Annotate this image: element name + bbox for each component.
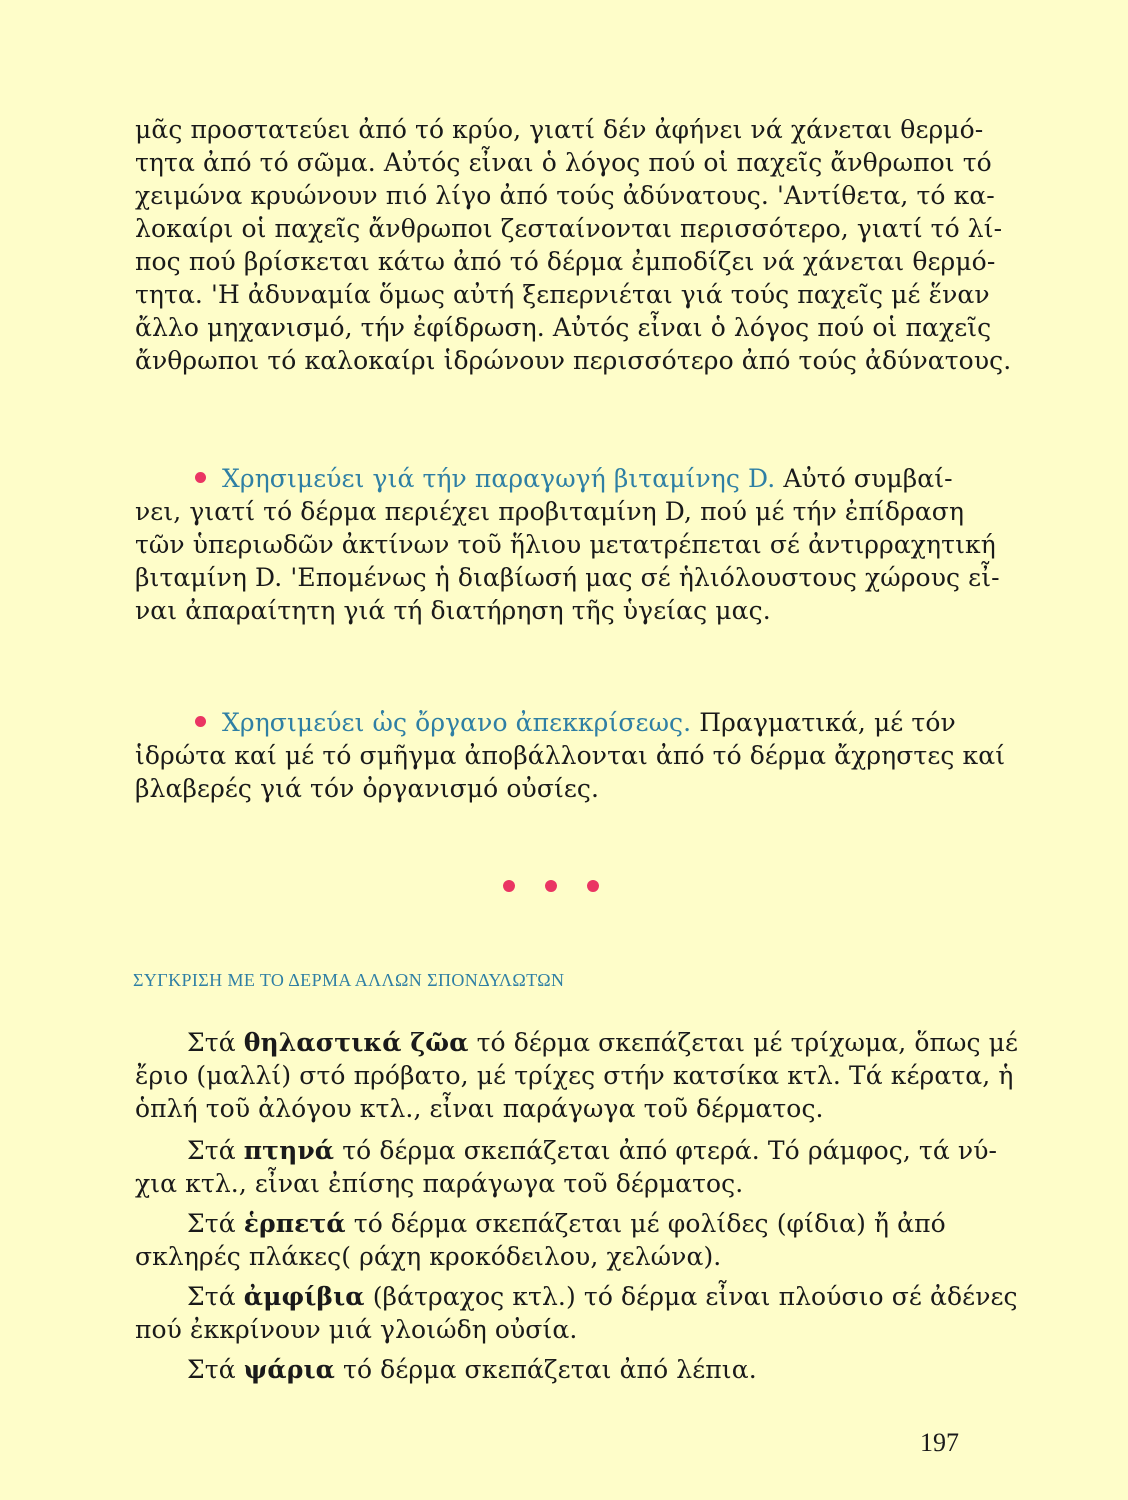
paragraph-birds: Στά πτηνά τό δέρμα σκεπάζεται ἀπό φτερά. Τό ράμφος, τά νύ- χια κτλ., εἶναι ἐπίσης παράγωγα τοῦ δέρματος. bbox=[135, 1136, 998, 1198]
bullet-vitamin-d bbox=[135, 462, 1000, 627]
separator-dot bbox=[587, 880, 599, 892]
text-line: ἄνθρωποι τό καλοκαίρι ἱδρώνουν περισσότερο ἀπό τούς ἀδύνατους. bbox=[135, 346, 1012, 375]
text-line: ἱδρώτα καί μέ τό σμῆγμα ἀποβάλλονται ἀπό τό δέρμα ἄχρηστες καί bbox=[135, 741, 1006, 770]
text-line: μᾶς προστατεύει ἀπό τό κρύο, γιατί δέν ἀφήνει νά χάνεται θερμό- bbox=[135, 115, 984, 144]
text-line: τητα ἀπό τό σῶμα. Αὐτός εἶναι ὁ λόγος πού οἱ παχεῖς ἄνθρωποι τό bbox=[135, 148, 992, 177]
text-line: ναι ἀπαραίτητη γιά τή διατήρηση τῆς ὑγείας μας. bbox=[135, 596, 771, 625]
bullet-icon bbox=[195, 716, 206, 727]
bold-term: ψάρια bbox=[243, 1355, 335, 1384]
text-line: ὁπλή τοῦ ἀλόγου κτλ., εἶναι παράγωγα τοῦ δέρματος. bbox=[135, 1094, 824, 1123]
separator-dot bbox=[503, 880, 515, 892]
paragraph-insulation bbox=[135, 113, 1012, 377]
paragraph-amphibians: Στά ἀμφίβια (βάτραχος κτλ.) τό δέρμα εἶναι πλούσιο σέ ἀδένες πού ἐκκρίνουν μιά γλοιώδη οὐσία. bbox=[135, 1282, 1018, 1344]
bold-term: θηλαστικά ζῶα bbox=[243, 1028, 469, 1057]
section-separator bbox=[503, 880, 599, 892]
text-line: ἔριο (μαλλί) στό πρόβατο, μέ τρίχες στήν κατσίκα κτλ. Τά κέρατα, ἡ bbox=[135, 1061, 1014, 1090]
paragraph-fish: Στά ψάρια τό δέρμα σκεπάζεται ἀπό λέπια. bbox=[187, 1355, 757, 1384]
page-number: 197 bbox=[920, 1428, 959, 1457]
paragraph-reptiles: Στά ἑρπετά τό δέρμα σκεπάζεται μέ φολίδες (φίδια) ἤ ἀπό σκληρές πλάκες( ράχη κροκόδειλου, χελώνα). bbox=[135, 1207, 985, 1273]
text-line: νει, γιατί τό δέρμα περιέχει προβιταμίνη D, πού μέ τήν ἐπίδραση bbox=[135, 497, 965, 526]
text-line: βλαβερές γιά τόν ὀργανισμό οὐσίες. bbox=[135, 774, 600, 803]
text-line: χειμώνα κρυώνουν πιό λίγο ἀπό τούς ἀδύνατους. 'Αντίθετα, τό κα- bbox=[135, 181, 995, 210]
text-line: πού ἐκκρίνουν μιά γλοιώδη οὐσία. bbox=[135, 1315, 578, 1344]
bullet-heading: Χρησιμεύει ὡς ὄργανο ἀπεκκρίσεως. bbox=[222, 708, 692, 737]
separator-dot bbox=[545, 880, 557, 892]
bold-term: ἀμφίβια bbox=[243, 1282, 365, 1311]
section-heading: ΣΥΓΚΡΙΣΗ ΜΕ ΤΟ ΔΕΡΜΑ ΑΛΛΩΝ ΣΠΟΝΔΥΛΩΤΩΝ bbox=[133, 970, 565, 990]
text-line: τητα. 'Η ἀδυναμία ὅμως αὐτή ξεπερνιέται γιά τούς παχεῖς μέ ἕναν bbox=[135, 280, 990, 309]
paragraph-mammals: Στά θηλαστικά ζῶα τό δέρμα σκεπάζεται μέ τρίχωμα, ὅπως μέ ἔριο (μαλλί) στό πρόβατο, μέ τρίχες στήν κατσίκα κτλ. Τά κέρατα, ἡ ὁπλή τοῦ ἀλόγου κτλ., εἶναι παράγωγα τοῦ δέρματος. bbox=[135, 1028, 1019, 1123]
bullet-heading: Χρησιμεύει γιά τήν παραγωγή βιταμίνης D. bbox=[222, 464, 776, 493]
bold-term: ἑρπετά bbox=[243, 1209, 346, 1238]
bullet-text: Αὐτό συμβαί- bbox=[783, 464, 953, 493]
bullet-icon bbox=[195, 472, 206, 483]
text-line: χια κτλ., εἶναι ἐπίσης παράγωγα τοῦ δέρματος. bbox=[135, 1169, 744, 1198]
text-line: λοκαίρι οἱ παχεῖς ἄνθρωποι ζεσταίνονται περισσότερο, γιατί τό λί- bbox=[135, 214, 1003, 243]
text-line: τῶν ὑπεριωδῶν ἀκτίνων τοῦ ἥλιου μετατρέπεται σέ ἀντιρραχητική bbox=[135, 530, 996, 559]
text-line: ἄλλο μηχανισμό, τήν ἐφίδρωση. Αὐτός εἶναι ὁ λόγος πού οἱ παχεῖς bbox=[135, 313, 992, 342]
text-line: σκληρές πλάκες( ράχη κροκόδειλου, χελώνα). bbox=[135, 1242, 722, 1271]
text-line: πος πού βρίσκεται κάτω ἀπό τό δέρμα ἐμποδίζει νά χάνεται θερμό- bbox=[135, 247, 996, 276]
text-line: βιταμίνη D. 'Επομένως ἡ διαβίωσή μας σέ ἡλιόλουστους χώρους εἶ- bbox=[135, 563, 1000, 592]
bold-term: πτηνά bbox=[243, 1136, 335, 1165]
bullet-excretion bbox=[135, 706, 1006, 805]
bullet-text: Πραγματικά, μέ τόν bbox=[699, 708, 956, 737]
